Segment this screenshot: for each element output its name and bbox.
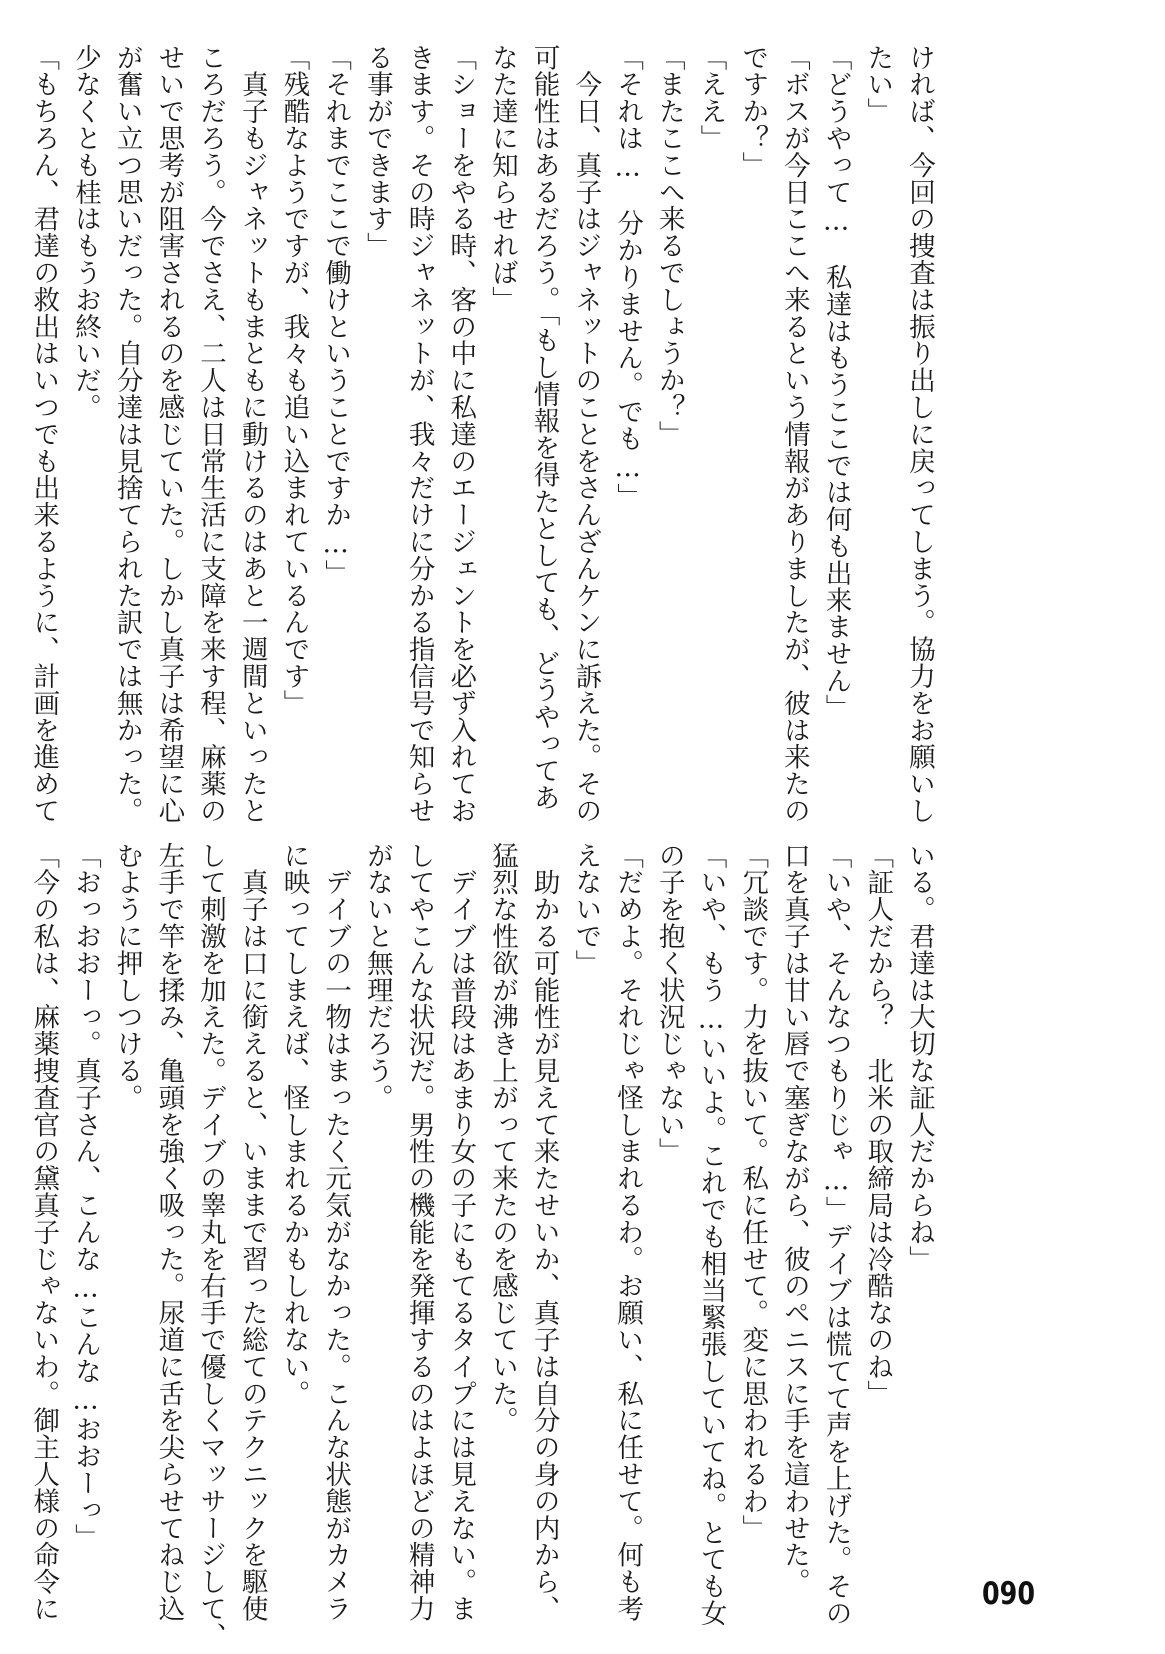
text-line: に映ってしまえば、怪しまれるかもしれない。 (278, 842, 310, 1407)
text-line: 「今の私は、麻薬捜査官の黛真子じゃないわ。御主人様の命令に (28, 842, 60, 1623)
text-line: る事ができます」 (361, 44, 393, 260)
text-line: せいで思考が阻害されるのを感じていた。しかし真子は希望に心 (153, 44, 185, 825)
text-line: 真子もジャネットもまともに動けるのはあと一週間といったと (236, 44, 268, 825)
text-line: してやこんな状況だ。男性の機能を発揮するのはよほどの精神力 (403, 842, 435, 1623)
text-line: 「冗談です。力を抜いて。私に任せて。変に思われるわ」 (737, 842, 769, 1542)
text-line: 助かる可能性が見えて来たせいか、真子は自分の身の内から、 (528, 842, 560, 1623)
upper-text-block (28, 44, 940, 825)
text-line: が奮い立つ思いだった。自分達は見捨てられた訳では無かった。 (111, 44, 143, 825)
lower-text-block (28, 842, 940, 1649)
text-line: 「いや、もう…いいよ。これでも相当緊張していてね。とても女 (695, 842, 727, 1627)
text-line: 「それまでここで働けということですか…」 (320, 44, 352, 587)
text-line: 口を真子は甘い唇で塞ぎながら、彼のペニスに手を這わせた。 (778, 842, 810, 1596)
text-line: デイブの一物はまったく元気がなかった。こんな状態がカメラ (320, 842, 352, 1623)
text-line: 猛烈な性欲が沸き上がって来たのを感じていた。 (486, 842, 518, 1434)
text-line: 「おっおおーっ。真子さん、こんな…こんな…おおーっ」 (69, 842, 101, 1551)
text-line: 「残酷なようですが、我々も追い込まれているんです」 (278, 44, 310, 717)
text-line: 「証人だから？ 北米の取締局は冷酷なのね」 (862, 842, 894, 1407)
text-line: 「ショーをやる時、客の中に私達のエージェントを必ず入れてお (445, 44, 477, 825)
text-line: 「ええ」 (695, 44, 727, 152)
text-line: きます。その時ジャネットが、我々だけに分かる指信号で知らせ (403, 44, 435, 825)
text-line: えないで」 (570, 842, 602, 977)
text-line: 少なくとも桂はもうお終いだ。 (69, 44, 101, 421)
text-line: ですか？」 (737, 44, 769, 179)
text-line: 「いや、そんなつもりじゃ…」デイブは慌てて声を上げた。その (820, 842, 852, 1627)
text-line: 真子は口に銜えると、いままで習った総てのテクニックを駆使 (236, 842, 268, 1623)
text-line: いる。君達は大切な証人だからね」 (904, 842, 935, 1273)
text-line: ければ、今回の捜査は振り出しに戻ってしまう。協力をお願いし (904, 44, 935, 825)
text-line: 「もちろん、君達の救出はいつでも出来るように、計画を進めて (28, 44, 60, 825)
page-number: 090 (982, 1576, 1036, 1612)
text-line: 今日、真子はジャネットのことをさんざんケンに訴えた。その (570, 44, 602, 825)
text-line: 「どうやって… 私達はもうここでは何も出来ません」 (820, 44, 852, 721)
text-line: 「またここへ来るでしょうか？」 (653, 44, 685, 448)
text-line: 可能性はあるだろう。「もし情報を得たとしても、どうやってあ (528, 44, 560, 811)
text-line: デイブは普段はあまり女の子にもてるタイプには見えない。ま (445, 842, 477, 1623)
text-line: 左手で竿を揉み、亀頭を強く吸った。尿道に舌を尖らせてねじ込 (153, 842, 185, 1623)
text-line: 「だめよ。それじゃ怪しまれるわ。お願い、私に任せて。何も考 (612, 842, 644, 1623)
text-line: 「ボスが今日ここへ来るという情報がありましたが、彼は来たの (778, 44, 810, 825)
text-line: の子を抱く状況じゃない」 (653, 842, 685, 1165)
text-line: がないと無理だろう。 (361, 842, 393, 1111)
text-line: なた達に知らせれば」 (486, 44, 518, 313)
text-line: 「それは… 分かりません。でも…」 (612, 44, 644, 511)
text-line: ころだろう。今でさえ、二人は日常生活に支障を来す程、麻薬の (195, 44, 227, 825)
text-line: して刺激を加えた。デイブの睾丸を右手で優しくマッサージして、 (195, 842, 227, 1649)
text-line: たい」 (862, 44, 894, 125)
text-line: むように押しつける。 (111, 842, 143, 1111)
